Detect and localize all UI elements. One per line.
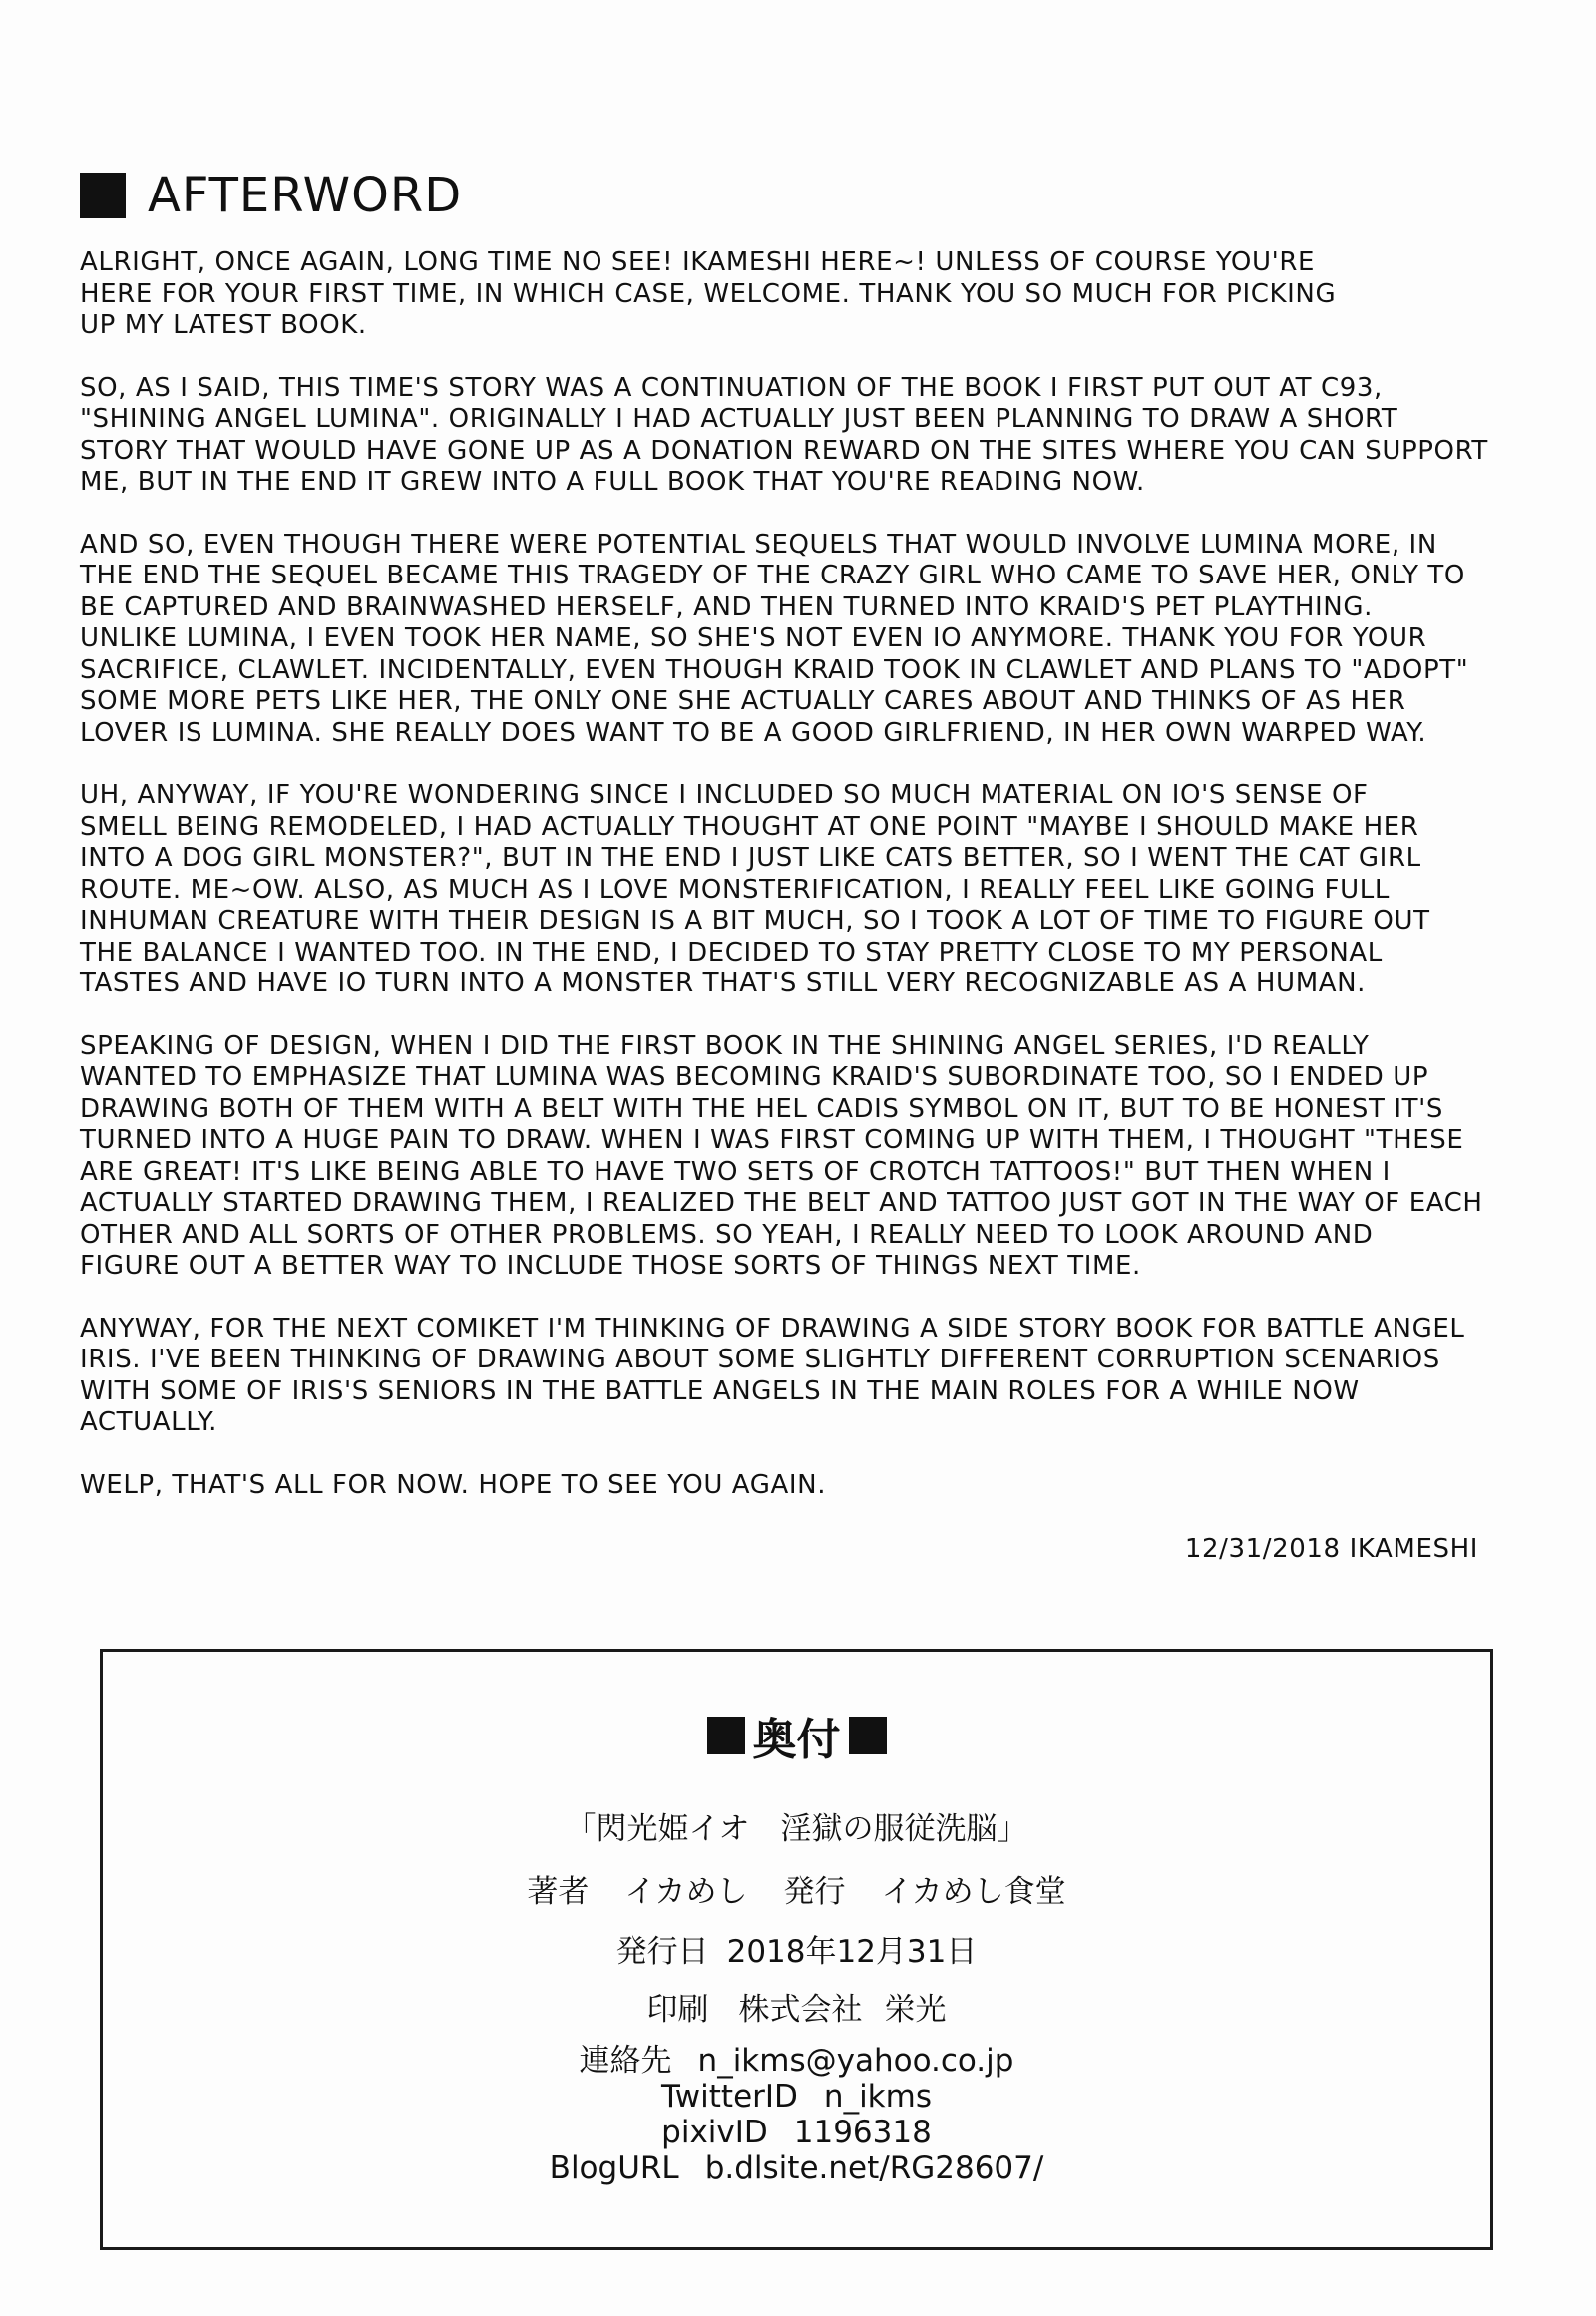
afterword-line: DRAWING BOTH OF THEM WITH A BELT WITH THE HEL CADIS SYMBOL ON IT, BUT TO BE HONEST IT'S <box>80 1093 1443 1124</box>
contact-twitter-row <box>103 2079 1490 2115</box>
pixiv-value: 1196318 <box>793 2115 932 2150</box>
afterword-line: INTO A DOG GIRL MONSTER?", BUT IN THE END I JUST LIKE CATS BETTER, SO I WENT THE CAT GIRL <box>80 843 1421 873</box>
twitter-value: n_ikms <box>823 2079 932 2115</box>
afterword-paragraph <box>80 1470 1516 1502</box>
colophon-date-line <box>103 1926 1490 1971</box>
publisher-label: 発行 <box>783 1874 846 1910</box>
afterword-line: FIGURE OUT A BETTER WAY TO INCLUDE THOSE SORTS OF THINGS NEXT TIME. <box>80 1251 1141 1281</box>
colophon-title <box>103 1704 1490 1767</box>
afterword-line: SOME MORE PETS LIKE HER, THE ONLY ONE SHE ACTUALLY CARES ABOUT AND THINKS OF AS HER <box>80 686 1406 716</box>
printer-label: 印刷 <box>646 1992 709 2028</box>
afterword-signature: 12/31/2018 IKAMESHI <box>1184 1534 1478 1564</box>
afterword-line: ME, BUT IN THE END IT GREW INTO A FULL BOOK THAT YOU'RE READING NOW. <box>80 467 1145 497</box>
date-value: 2018年12月31日 <box>726 1934 978 1970</box>
twitter-label: TwitterID <box>661 2079 798 2115</box>
pixiv-label: pixivID <box>661 2115 768 2150</box>
afterword-line: IRIS. I'VE BEEN THINKING OF DRAWING ABOUT SOME SLIGHTLY DIFFERENT CORRUPTION SCENARIOS <box>80 1345 1440 1374</box>
afterword-line: SO, AS I SAID, THIS TIME'S STORY WAS A CONTINUATION OF THE BOOK I FIRST PUT OUT AT C93, <box>80 372 1383 403</box>
afterword-line: ANYWAY, FOR THE NEXT COMIKET I'M THINKING OF DRAWING A SIDE STORY BOOK FOR BATTLE ANGEL <box>80 1313 1465 1344</box>
contact-pixiv-row <box>103 2115 1490 2150</box>
afterword-line: ACTUALLY STARTED DRAWING THEM, I REALIZED THE BELT AND TATTOO JUST GOT IN THE WAY OF EACH <box>80 1188 1483 1218</box>
afterword-line: THE END THE SEQUEL BECAME THIS TRAGEDY OF THE CRAZY GIRL WHO CAME TO SAVE HER, ONLY TO <box>80 561 1465 590</box>
afterword-paragraph <box>80 530 1516 750</box>
afterword-line: WELP, THAT'S ALL FOR NOW. HOPE TO SEE YOU AGAIN. <box>80 1469 827 1500</box>
author-label: 著者 <box>527 1874 590 1910</box>
contact-blog-row <box>103 2150 1490 2186</box>
afterword-line: SMELL BEING REMODELED, I HAD ACTUALLY THOUGHT AT ONE POINT "MAYBE I SHOULD MAKE HER <box>80 811 1419 842</box>
afterword-line: UNLIKE LUMINA, I EVEN TOOK HER NAME, SO SHE'S NOT EVEN IO ANYMORE. THANK YOU FOR YOUR <box>80 623 1427 653</box>
contact-email-row <box>103 2043 1490 2079</box>
afterword-paragraph <box>80 1031 1516 1283</box>
publisher-value: イカめし食堂 <box>881 1874 1066 1910</box>
afterword-line: OTHER AND ALL SORTS OF OTHER PROBLEMS. SO YEAH, I REALLY NEED TO LOOK AROUND AND <box>80 1219 1374 1250</box>
contact-email: n_ikms@yahoo.co.jp <box>697 2043 1014 2079</box>
afterword-line: INHUMAN CREATURE WITH THEIR DESIGN IS A BIT MUCH, SO I TOOK A LOT OF TIME TO FIGURE OUT <box>80 906 1430 936</box>
afterword-line: WANTED TO EMPHASIZE THAT LUMINA WAS BECOMING KRAID'S SUBORDINATE TOO, SO I ENDED UP <box>80 1062 1429 1092</box>
afterword-line: SACRIFICE, CLAWLET. INCIDENTALLY, EVEN THOUGH KRAID TOOK IN CLAWLET AND PLANS TO "ADOPT" <box>80 654 1469 685</box>
afterword-line: UP MY LATEST BOOK. <box>80 310 367 340</box>
afterword-title: AFTERWORD <box>148 168 463 223</box>
afterword-line: ROUTE. ME~OW. ALSO, AS MUCH AS I LOVE MONSTERIFICATION, I REALLY FEEL LIKE GOING FULL <box>80 874 1390 905</box>
colophon-book-title: 「閃光姫イオ 淫獄の服従洗脳」 <box>565 1811 1028 1847</box>
afterword-line: TASTES AND HAVE IO TURN INTO A MONSTER THAT'S STILL VERY RECOGNIZABLE AS A HUMAN. <box>80 968 1367 998</box>
afterword-line: ACTUALLY. <box>80 1407 217 1437</box>
afterword-line: BE CAPTURED AND BRAINWASHED HERSELF, AND THEN TURNED INTO KRAID'S PET PLAYTHING. <box>80 591 1373 622</box>
colophon-printer-line <box>103 1984 1490 2029</box>
colophon-contact <box>103 2043 1490 2186</box>
colophon-author-line <box>103 1866 1490 1911</box>
author-value: イカめし <box>624 1874 748 1910</box>
afterword-line: HERE FOR YOUR FIRST TIME, IN WHICH CASE, WELCOME. THANK YOU SO MUCH FOR PICKING <box>80 278 1337 309</box>
black-square-icon <box>707 1717 745 1754</box>
afterword-heading <box>80 168 462 223</box>
afterword-paragraph <box>80 373 1516 499</box>
printer-company: 株式会社 <box>738 1992 863 2028</box>
afterword-line: LOVER IS LUMINA. SHE REALLY DOES WANT TO BE A GOOD GIRLFRIEND, IN HER OWN WARPED WAY. <box>80 717 1427 748</box>
printer-value: 栄光 <box>884 1992 947 2028</box>
colophon-title-text: 奥付 <box>752 1715 841 1765</box>
black-square-icon <box>80 173 126 218</box>
blog-value: b.dlsite.net/RG28607/ <box>704 2150 1044 2186</box>
afterword-paragraph <box>80 1314 1516 1439</box>
date-label: 発行日 <box>615 1934 709 1970</box>
afterword-line: WITH SOME OF IRIS'S SENIORS IN THE BATTLE ANGELS IN THE MAIN ROLES FOR A WHILE NOW <box>80 1375 1360 1406</box>
afterword-line: ARE GREAT! IT'S LIKE BEING ABLE TO HAVE TWO SETS OF CROTCH TATTOOS!" BUT THEN WHEN I <box>80 1156 1391 1187</box>
afterword-line: STORY THAT WOULD HAVE GONE UP AS A DONATION REWARD ON THE SITES WHERE YOU CAN SUPPORT <box>80 435 1488 466</box>
afterword-line: AND SO, EVEN THOUGH THERE WERE POTENTIAL SEQUELS THAT WOULD INVOLVE LUMINA MORE, IN <box>80 529 1437 560</box>
afterword-line: "SHINING ANGEL LUMINA". ORIGINALLY I HAD ACTUALLY JUST BEEN PLANNING TO DRAW A SHORT <box>80 404 1398 434</box>
colophon-box <box>100 1649 1493 2250</box>
black-square-icon <box>849 1717 887 1754</box>
afterword-line: UH, ANYWAY, IF YOU'RE WONDERING SINCE I INCLUDED SO MUCH MATERIAL ON IO'S SENSE OF <box>80 780 1369 810</box>
afterword-line: SPEAKING OF DESIGN, WHEN I DID THE FIRST BOOK IN THE SHINING ANGEL SERIES, I'D REALLY <box>80 1030 1370 1061</box>
afterword-line: THE BALANCE I WANTED TOO. IN THE END, I DECIDED TO STAY PRETTY CLOSE TO MY PERSONAL <box>80 937 1383 967</box>
afterword-paragraph <box>80 780 1516 1000</box>
afterword-paragraph <box>80 247 1516 342</box>
blog-label: BlogURL <box>549 2150 679 2186</box>
contact-label: 連絡先 <box>579 2043 672 2079</box>
afterword-line: TURNED INTO A HUGE PAIN TO DRAW. WHEN I WAS FIRST COMING UP WITH THEM, I THOUGHT "THESE <box>80 1125 1464 1155</box>
afterword-line: ALRIGHT, ONCE AGAIN, LONG TIME NO SEE! IKAMESHI HERE~! UNLESS OF COURSE YOU'RE <box>80 247 1316 277</box>
afterword-body <box>80 247 1516 1532</box>
